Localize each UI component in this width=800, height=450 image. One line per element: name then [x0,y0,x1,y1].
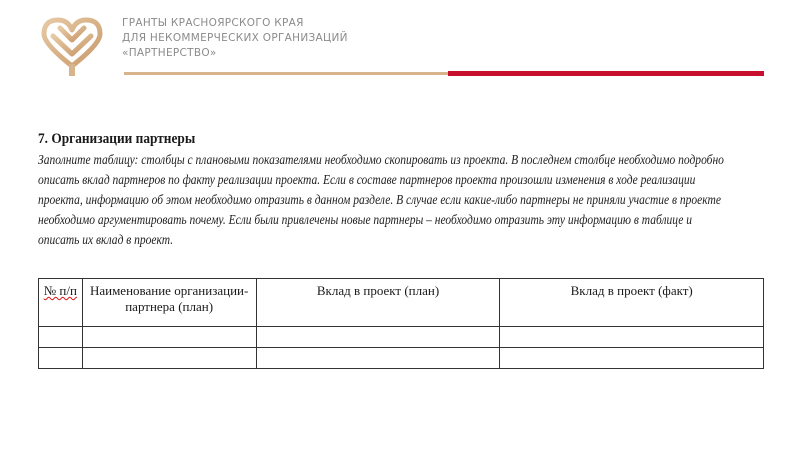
table-cell-fact[interactable] [500,348,764,369]
org-name-line-1: ГРАНТЫ КРАСНОЯРСКОГО КРАЯ [122,17,304,29]
instruction-line: проекта, информацию об этом необходимо отразить в данном разделе. В случае если какие-либо партнеры не приняли участие в проекте [38,192,721,207]
instruction-line: необходимо аргументировать почему. Если были привлечены новые партнеры – необходимо отразить эту информацию в таблице и [38,212,693,227]
organization-name [122,16,348,61]
org-name-line-3: «ПАРТНЕРСТВО» [122,47,217,59]
slide-header [0,0,800,90]
section-instruction [38,150,766,250]
table-row [39,348,764,369]
table-cell-num[interactable] [39,348,83,369]
divider-red-segment [448,71,764,76]
table-cell-plan[interactable] [256,348,500,369]
org-name-line-2: ДЛЯ НЕКОММЕРЧЕСКИХ ОРГАНИЗАЦИЙ [122,32,348,44]
document-section [38,130,766,250]
table-cell-plan[interactable] [256,327,500,348]
table-cell-fact[interactable] [500,327,764,348]
table-cell-name[interactable] [82,327,256,348]
interlocking-heart-logo-icon [38,14,106,78]
header-num-label: № п/п [43,283,77,298]
header-divider [124,71,764,77]
instruction-line: описать вклад партнеров по факту реализации проекта. Если в составе партнеров проекта произошли изменения в ходе реализации [38,172,696,187]
instruction-line: описать их вклад в проект. [38,232,174,247]
header-cell-name [82,279,256,327]
header-name-label: Наименование организации-партнера (план) [89,283,249,314]
header-cell-fact: Вклад в проект (факт) [500,279,764,327]
header-cell-num [39,279,83,327]
instruction-line: Заполните таблицу: столбцы с плановыми показателями необходимо скопировать из проекта. В последнем столбце необходимо подробно [38,152,724,167]
header-cell-plan: Вклад в проект (план) [256,279,500,327]
section-title: 7. Организации партнеры [38,131,196,147]
table-row [39,327,764,348]
divider-gold-segment [124,72,448,75]
table-cell-name[interactable] [82,348,256,369]
table-cell-num[interactable] [39,327,83,348]
table-header-row [39,279,764,327]
partners-table [38,278,764,369]
